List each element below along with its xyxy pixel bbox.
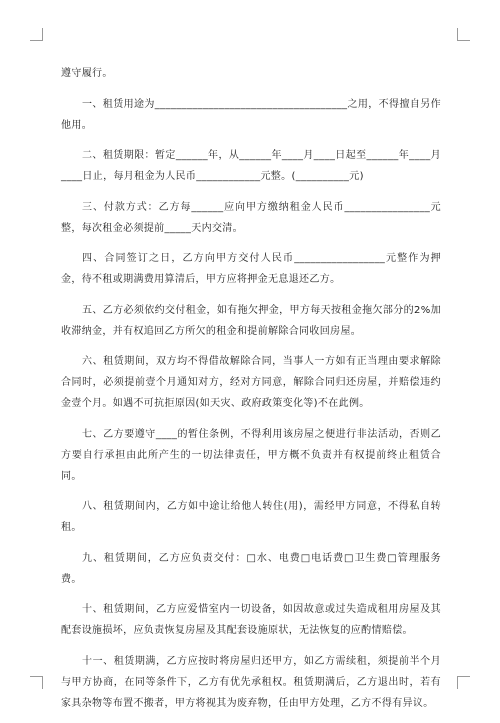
clause-4-deposit: 四、合同签订之日，乙方向甲方交付人民币_________________元整作为押金，待不租或期满费用算清后，甲方应将押金无息退还乙方。: [61, 253, 441, 285]
document-body: [61, 63, 441, 723]
clause-10-equipment: 十、租赁期间，乙方应爱惜室内一切设备，如因故意或过失造成租用房屋及其配套设施损坏，应负责恢复房屋及其配套设施原状，无法恢复的应酌情赔偿。: [61, 604, 441, 636]
paragraph-continuation: 遵守履行。: [61, 68, 113, 79]
clause-5-late-fee: 五、乙方必须依约交付租金，如有拖欠押金，甲方每天按租金拖欠部分的2%加收滞纳金，并有权追回乙方所欠的租金和提前解除合同收回房屋。: [61, 304, 441, 337]
clause-3-payment: 三、付款方式：乙方每______应向甲方缴纳租金人民币________________元整，每次租金必须提前_____天内交清。: [61, 201, 441, 234]
clause-1-use: 一、租赁用途为____________________________________之用，不得擅自另作他用。: [61, 98, 441, 131]
clause-11-expiry: 十一、租赁期满，乙方应按时将房屋归还甲方，如乙方需续租，须提前半个月与甲方协商，在同等条件下，乙方有优先承租权。租赁期满后，乙方退出时，若有家具杂物等布置不搬者，甲方将视其为废弃物，任由甲方处理，乙方不得有异议。: [61, 655, 441, 709]
crop-mark-top-left: [30, 28, 43, 41]
clause-6-termination: 六、租赁期间，双方均不得借故解除合同，当事人一方如有正当理由要求解除合同时，必须提前壹个月通知对方，经对方同意，解除合同归还房屋，并赔偿违约金壹个月。如遇不可抗拒原因(如天灾、政府政策变化等)不在此例。: [61, 356, 441, 409]
crop-mark-bottom-right: [457, 676, 470, 689]
clause-7-regulations: 七、乙方要遵守____的暂住条例，不得利用该房屋之便进行非法活动，否则乙方要自行承担由此所产生的一切法律责任，甲方概不负责并有权提前终止租赁合同。: [61, 428, 441, 482]
clause-2-term: 二、租赁期限：暂定______年，从______年____月____日起至______年____月____日止，每月租金为人民币____________元整。(__________元): [61, 150, 441, 182]
clause-9-utilities: 九、租赁期间，乙方应负责交付：□水、电费□电话费□卫生费□管理服务费。: [61, 552, 441, 585]
crop-mark-bottom-left: [30, 676, 43, 689]
crop-mark-top-right: [457, 28, 470, 41]
clause-8-sublet: 八、租赁期间内，乙方如中途让给他人转住(用)，需经甲方同意，不得私自转租。: [61, 501, 441, 533]
